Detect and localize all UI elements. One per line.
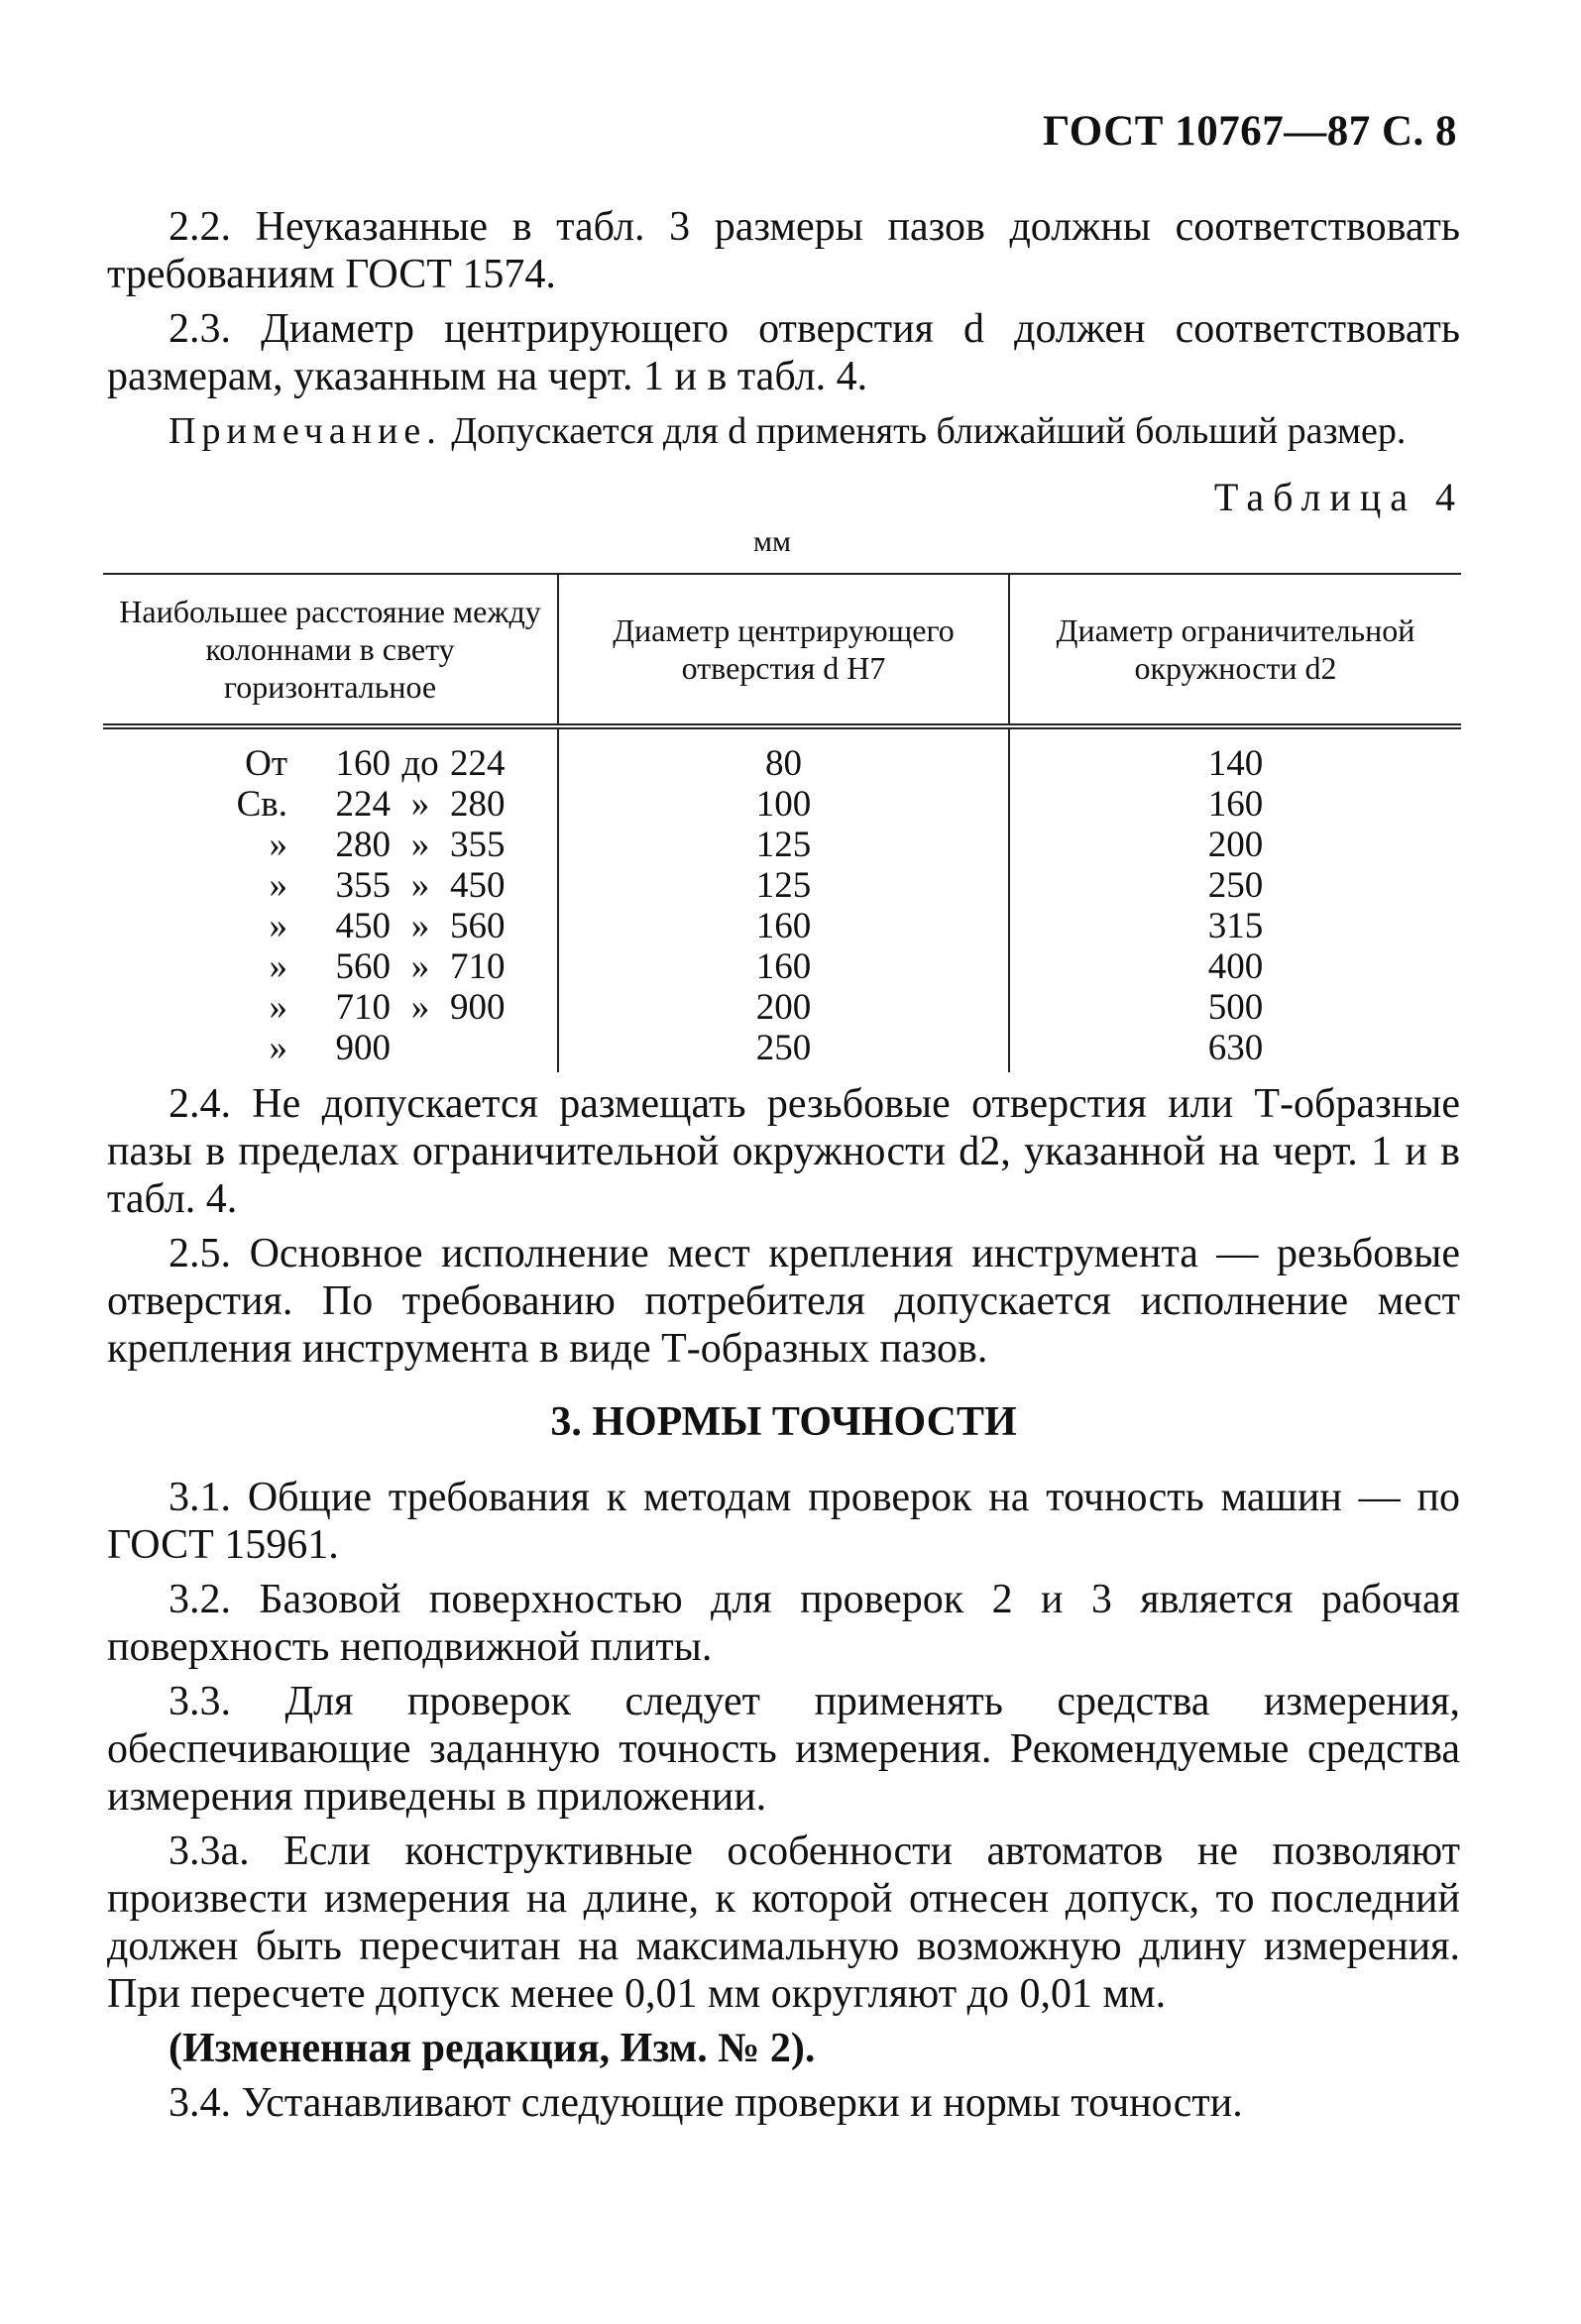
table-caption: Таблица 4 — [1213, 475, 1464, 519]
range-sep — [391, 1028, 450, 1068]
range-to: 450 — [450, 865, 506, 906]
top-paragraphs — [107, 203, 1460, 455]
range-from: 224 — [335, 784, 391, 825]
paragraph-3-3: 3.3. Для проверок следует применять средства измерения, обеспечивающие заданную точность измерения. Рекомендуемые средства измерения приведены в приложении. — [107, 1679, 1460, 1820]
range-sep: » — [410, 946, 430, 987]
center-hole-value: 200 — [755, 987, 812, 1028]
limit-circle-value: 630 — [1207, 1028, 1264, 1068]
paragraph-3-1: 3.1. Общие требования к методам проверок на точность машин — по ГОСТ 15961. — [107, 1475, 1460, 1568]
range-pre: » — [269, 987, 287, 1028]
range-from: 160 — [335, 743, 391, 784]
table-header — [103, 575, 1461, 723]
range-to: 355 — [450, 825, 506, 865]
range-pre: » — [269, 906, 287, 946]
range-from: 280 — [335, 825, 391, 865]
range-to — [450, 1028, 549, 1068]
paragraph-3-4: 3.4. Устанавливают следующие проверки и нормы точности. — [169, 2080, 1243, 2126]
header-center-hole: Диаметр центрирующего отверстия d H7 — [557, 575, 1008, 723]
limit-circle-value: 250 — [1207, 865, 1264, 906]
limit-circle-value: 500 — [1207, 987, 1264, 1028]
range-pre: От — [245, 743, 287, 784]
range-sep: » — [410, 865, 430, 906]
range-pre: » — [269, 946, 287, 987]
range-from: 560 — [335, 946, 391, 987]
middle-paragraphs — [107, 1080, 1460, 2134]
range-pre: » — [269, 825, 287, 865]
range-pre: » — [269, 1028, 287, 1068]
table-row-range — [103, 946, 557, 987]
range-sep: » — [410, 825, 430, 865]
limit-circle-value: 200 — [1207, 825, 1264, 865]
range-to: 710 — [450, 946, 506, 987]
range-sep: до — [401, 743, 439, 784]
paragraph-2-4: 2.4. Не допускается размещать резьбовые отверстия или Т-образные пазы в пределах ограничительной окружности d2, указанной на черт. 1 и в табл. 4. — [107, 1081, 1460, 1222]
table-row-range — [103, 743, 557, 784]
table-row-range — [103, 1028, 557, 1068]
table-row-range — [103, 987, 557, 1028]
table-4 — [103, 573, 1461, 1072]
note-text: Допускается для d применять ближайший больший размер. — [451, 410, 1407, 452]
table-row-range — [103, 784, 557, 825]
limit-circle-value: 315 — [1207, 906, 1264, 946]
table-row-range — [103, 906, 557, 946]
table-row-range — [103, 825, 557, 865]
range-sep: » — [410, 784, 430, 825]
table-row-range — [103, 865, 557, 906]
center-hole-value: 125 — [755, 865, 812, 906]
center-hole-value: 160 — [755, 906, 812, 946]
section-title: 3. НОРМЫ ТОЧНОСТИ — [550, 1399, 1017, 1445]
center-hole-value: 250 — [755, 1028, 812, 1068]
limit-circle-value: 160 — [1207, 784, 1264, 825]
note-label: Примечание. — [169, 410, 442, 452]
limit-circle-value: 140 — [1207, 743, 1264, 784]
page-header: ГОСТ 10767—87 С. 8 — [1042, 108, 1457, 155]
amendment-note: (Измененная редакция, Изм. № 2). — [169, 2026, 816, 2071]
column-distance — [103, 729, 557, 1072]
column-center-hole — [557, 729, 1008, 1072]
table-body — [103, 729, 1461, 1072]
range-from: 710 — [335, 987, 391, 1028]
center-hole-value: 160 — [755, 946, 812, 987]
range-from: 355 — [335, 865, 391, 906]
paragraph-2-5: 2.5. Основное исполнение мест крепления инструмента — резьбовые отверстия. По требованию потребителя допускается исполнение мест крепления инструмента в виде Т-образных пазов. — [107, 1231, 1460, 1372]
note — [107, 407, 1460, 455]
column-limit-circle — [1008, 729, 1461, 1072]
range-pre: Св. — [236, 784, 287, 825]
header-distance: Наибольшее расстояние между колоннами в свету горизонтальное — [119, 594, 541, 705]
paragraph-2-2: 2.2. Неуказанные в табл. 3 размеры пазов должны соответствовать требованиям ГОСТ 1574. — [107, 204, 1460, 297]
limit-circle-value: 400 — [1207, 946, 1264, 987]
center-hole-value: 125 — [755, 825, 812, 865]
range-to: 280 — [450, 784, 506, 825]
range-to: 900 — [450, 987, 506, 1028]
range-sep: » — [410, 906, 430, 946]
center-hole-value: 80 — [765, 743, 802, 784]
range-to: 560 — [450, 906, 506, 946]
paragraph-3-2: 3.2. Базовой поверхностью для проверок 2 и 3 является рабочая поверхность неподвижной плиты. — [107, 1577, 1460, 1670]
range-from: 450 — [335, 906, 391, 946]
paragraph-3-3a: 3.3а. Если конструктивные особенности автоматов не позволяют произвести измерения на длине, к которой отнесен допуск, то последний должен быть пересчитан на максимальную возможную длину измерения. При пересчете допуск менее 0,01 мм округляют до 0,01 мм. — [107, 1828, 1460, 2017]
range-sep: » — [410, 987, 430, 1028]
range-from: 900 — [335, 1028, 391, 1068]
paragraph-2-3: 2.3. Диаметр центрирующего отверстия d должен соответствовать размерам, указанным на черт. 1 и в табл. 4. — [107, 306, 1460, 399]
center-hole-value: 100 — [755, 784, 812, 825]
table-unit: мм — [753, 525, 791, 558]
header-limit-circle: Диаметр ограничительной окружности d2 — [1008, 575, 1461, 723]
range-to: 224 — [450, 743, 506, 784]
range-pre: » — [269, 865, 287, 906]
